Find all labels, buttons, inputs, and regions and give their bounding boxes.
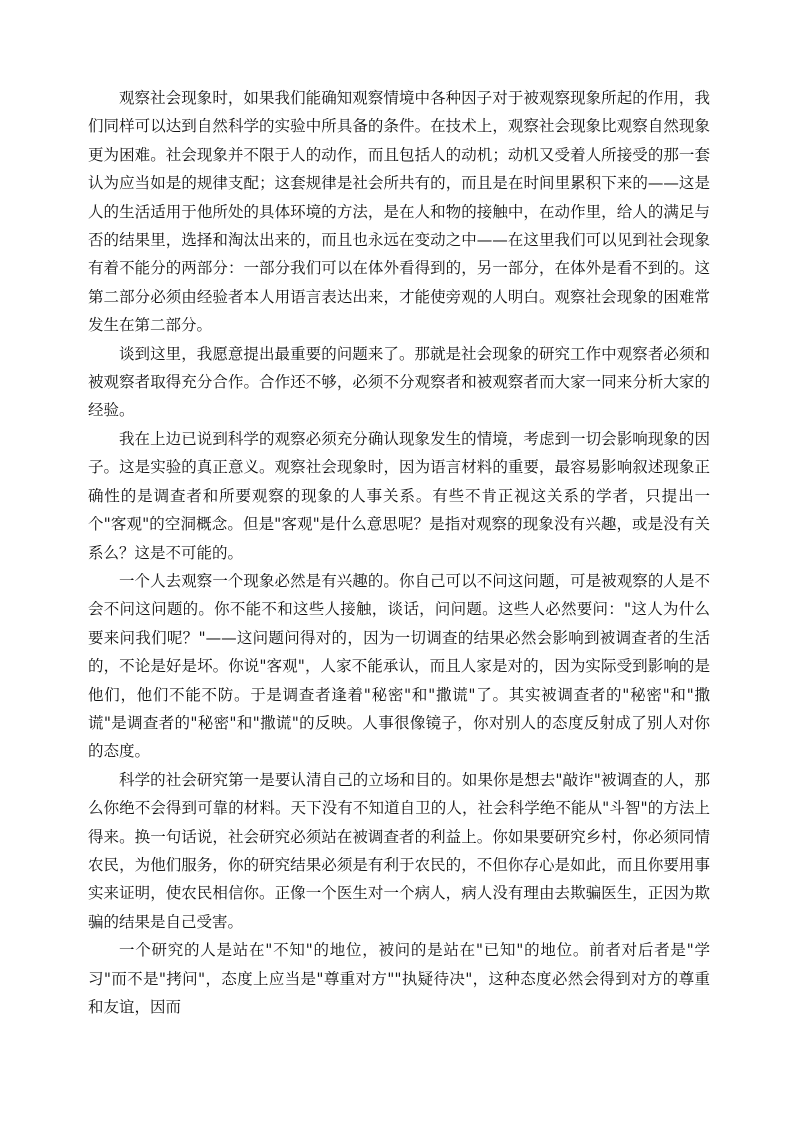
- paragraph-5: 科学的社会研究第一是要认清自己的立场和目的。如果你是想去"敲诈"被调查的人，那么你绝不会得到可靠的材料。天下没有不知道自卫的人，社会科学绝不能从"斗智"的方法上得来。换一句话说，社会研究必须站在被调查者的利益上。你如果要研究乡村，你必须同情农民，为他们服务，你的研究结果必须是有利于农民的，不但你存心是如此，而且你要用事实来证明，使农民相信你。正像一个医生对一个病人，病人没有理由去欺骗医生，正因为欺骗的结果是自己受害。: [88, 770, 710, 931]
- paragraph-4: 一个人去观察一个现象必然是有兴趣的。你自己可以不问这问题，可是被观察的人是不会不问这问题的。你不能不和这些人接触，谈话，问问题。这些人必然要问："这人为什么要来问我们呢？"——这问题问得对的，因为一切调查的结果必然会影响到被调查者的生活的，不论是好是坏。你说"客观"，人家不能承认，而且人家是对的，因为实际受到影响的是他们，他们不能不防。于是调查者逢着"秘密"和"撒谎"了。其实被调查者的"秘密"和"撒谎"是调查者的"秘密"和"撒谎"的反映。人事很像镜子，你对别人的态度反射成了别人对你的态度。: [88, 571, 710, 761]
- paragraph-6: 一个研究的人是站在"不知"的地位，被问的是站在"已知"的地位。前者对后者是"学习"而不是"拷问"，态度上应当是"尊重对方""执疑待决"，这种态度必然会得到对方的尊重和友谊，因而: [88, 941, 710, 1016]
- paragraph-3: 我在上边已说到科学的观察必须充分确认现象发生的情境，考虑到一切会影响现象的因子。这是实验的真正意义。观察社会现象时，因为语言材料的重要，最容易影响叙述现象正确性的是调查者和所要观察的现象的人事关系。有些不肯正视这关系的学者，只提出一个"客观"的空洞概念。但是"客观"是什么意思呢？是指对观察的现象没有兴趣，或是没有关系么？这是不可能的。: [88, 429, 710, 562]
- paragraph-2: 谈到这里，我愿意提出最重要的问题来了。那就是社会现象的研究工作中观察者必须和被观察者取得充分合作。合作还不够，必须不分观察者和被观察者而大家一同来分析大家的经验。: [88, 344, 710, 420]
- paragraph-1: 观察社会现象时，如果我们能确知观察情境中各种因子对于被观察现象所起的作用，我们同样可以达到自然科学的实验中所具备的条件。在技术上，观察社会现象比观察自然现象更为困难。社会现象并不限于人的动作，而且包括人的动机；动机又受着人所接受的那一套认为应当如是的规律支配；这套规律是社会所共有的，而且是在时间里累积下来的——这是人的生活适用于他所处的具体环境的方法，是在人和物的接触中，在动作里，给人的满足与否的结果里，选择和淘汰出来的，而且也永远在变动之中——在这里我们可以见到社会现象有着不能分的两部分：一部分我们可以在体外看得到的，另一部分，在体外是看不到的。这第二部分必须由经验者本人用语言表达出来，才能使旁观的人明白。观察社会现象的困难常发生在第二部分。: [88, 89, 710, 335]
- document-body: [88, 84, 710, 1021]
